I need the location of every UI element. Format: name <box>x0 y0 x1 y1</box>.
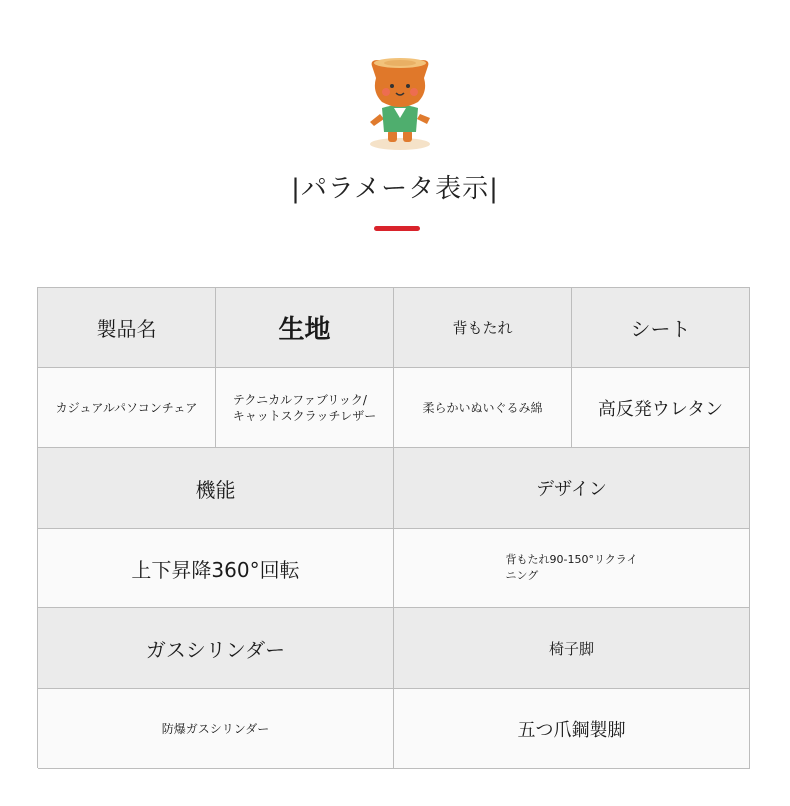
value-gas-cylinder: 防爆ガスシリンダー <box>38 689 394 769</box>
value-product-name: カジュアルパソコンチェア <box>38 368 216 448</box>
label-fabric: 生地 <box>216 288 394 368</box>
value-fabric-line1: テクニカルファブリック/ <box>232 392 367 407</box>
value-design-line1: 背もたれ90-150°リクライ <box>505 553 638 566</box>
label-chair-legs: 椅子脚 <box>394 608 750 689</box>
table-row <box>38 448 750 529</box>
parameter-table <box>37 287 750 768</box>
table-row <box>38 608 750 689</box>
label-product-name: 製品名 <box>38 288 216 368</box>
table-row <box>38 288 750 368</box>
value-backrest: 柔らかいぬいぐるみ綿 <box>394 368 572 448</box>
label-seat: シート <box>572 288 750 368</box>
label-function: 機能 <box>38 448 394 529</box>
value-function: 上下昇降360°回転 <box>38 529 394 608</box>
value-seat: 高反発ウレタン <box>572 368 750 448</box>
label-gas-cylinder: ガスシリンダー <box>38 608 394 689</box>
label-design: デザイン <box>394 448 750 529</box>
mascot-icon <box>360 52 440 152</box>
page-title: |パラメータ表示| <box>291 174 499 204</box>
table-row <box>38 689 750 769</box>
table-row <box>38 368 750 448</box>
value-fabric <box>216 368 394 448</box>
value-fabric-line2: キャットスクラッチレザー <box>232 408 377 423</box>
label-backrest: 背もたれ <box>394 288 572 368</box>
value-design-line2: ニング <box>505 569 539 582</box>
title-underline <box>374 226 420 231</box>
value-chair-legs: 五つ爪鋼製脚 <box>394 689 750 769</box>
table-row <box>38 529 750 608</box>
value-design <box>394 529 750 608</box>
